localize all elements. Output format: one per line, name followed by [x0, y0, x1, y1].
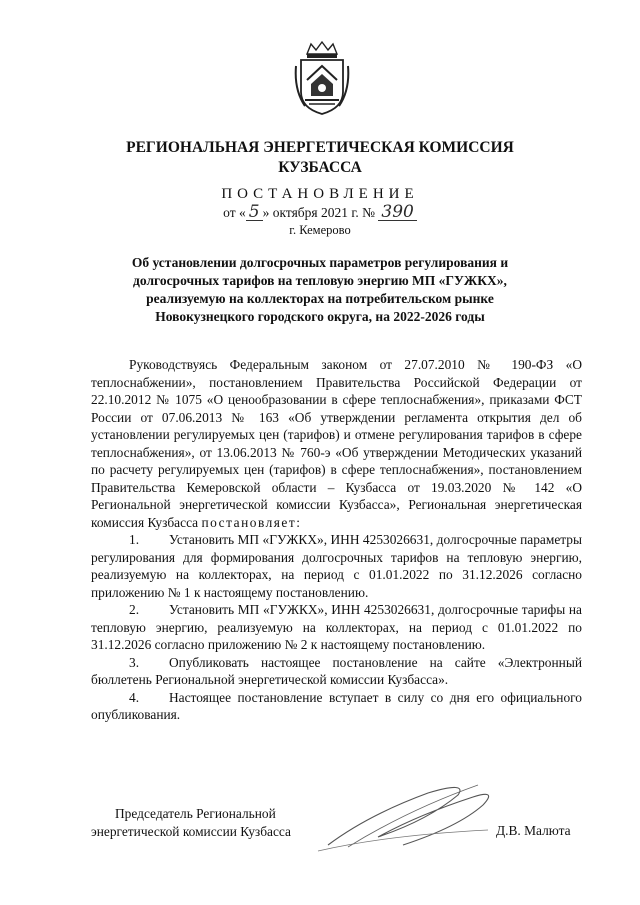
preamble-paragraph	[91, 356, 582, 531]
position-line-1: Председатель Региональной	[115, 806, 276, 821]
decree-subject	[100, 254, 540, 326]
item-text: Опубликовать настоящее постановление на сайте «Электронный бюллетень Региональной энергетической комиссии Кузбасса».	[91, 654, 582, 687]
subject-line-2: долгосрочных тарифов на тепловую энергию МП «ГУЖКХ»,	[133, 273, 507, 288]
decree-body	[91, 356, 582, 724]
item-number: 3.	[129, 654, 140, 670]
position-line-2: энергетической комиссии Кузбасса	[91, 824, 291, 839]
subject-line-3: реализуемую на коллекторах на потребительском рынке	[146, 291, 494, 306]
list-item	[91, 601, 582, 654]
item-number: 1.	[129, 532, 140, 547]
item-number: 4.	[129, 689, 140, 705]
preamble-text: Руководствуясь Федеральным законом от 27.07.2010 № 190-ФЗ «О теплоснабжении», постановлением Правительства Российской Федерации от 22.10.2012 № 1075 «О ценообразовании в сфере теплоснабжения», приказами ФСТ России от 07.06.2013 № 163 «Об утверждении регламента открытия дел об установлении регулируемых цен (тарифов) и отмене регулирования тарифов в сфере теплоснабжения», от 13.06.2013 № 760-э «Об утверждении Методических указаний по расчету регулируемых цен (тарифов) в сфере теплоснабжения», постановлением Правительства Кемеровской области – Кузбасса от 19.03.2020 № 142 «О Региональной энергетической комиссии Кузбасса», Региональная энергетическая комиссия Кузбасса	[91, 357, 582, 530]
preamble-verb: постановляет:	[201, 514, 302, 530]
decree-city: г. Кемерово	[289, 223, 351, 237]
list-item	[91, 654, 582, 689]
decree-number: 390	[378, 204, 416, 221]
handwritten-signature	[308, 775, 518, 855]
item-number: 2.	[129, 602, 140, 617]
item-text: Установить МП «ГУЖКХ», ИНН 4253026631, долгосрочные тарифы на тепловую энергию, реализуемую на коллекторах, на период с 01.01.2022 по 31.12.2026 согласно приложению № 2 к настоящему постановлению.	[91, 602, 582, 652]
item-text: Настоящее постановление вступает в силу со дня его официального опубликования.	[91, 689, 582, 722]
date-middle: » октября 2021 г. №	[262, 205, 376, 220]
org-line-2: КУЗБАССА	[278, 159, 362, 176]
list-item	[91, 689, 582, 724]
subject-line-1: Об установлении долгосрочных параметров регулирования и	[131, 255, 509, 270]
decree-title: ПОСТАНОВЛЕНИЕ	[221, 186, 419, 202]
date-prefix: от «	[223, 205, 246, 220]
decree-date-line	[0, 204, 640, 221]
org-line-1: РЕГИОНАЛЬНАЯ ЭНЕРГЕТИЧЕСКАЯ КОМИССИЯ	[126, 139, 514, 156]
organization-name	[0, 138, 640, 178]
signatory-name: Д.В. Малюта	[496, 823, 571, 838]
decree-day: 5	[246, 204, 263, 221]
signatory-position	[91, 805, 291, 841]
subject-line-4: Новокузнецкого городского округа, на 2022-2026 годы	[155, 309, 485, 324]
coat-of-arms-emblem	[293, 40, 351, 116]
item-text: Установить МП «ГУЖКХ», ИНН 4253026631, долгосрочные параметры регулирования для формирования долгосрочных тарифов на тепловую энергию, реализуемую на коллекторах, на период с 01.01.2022 по 31.12.2026 согласно приложению № 1 к настоящему постановлению.	[91, 532, 582, 600]
list-item	[91, 531, 582, 601]
